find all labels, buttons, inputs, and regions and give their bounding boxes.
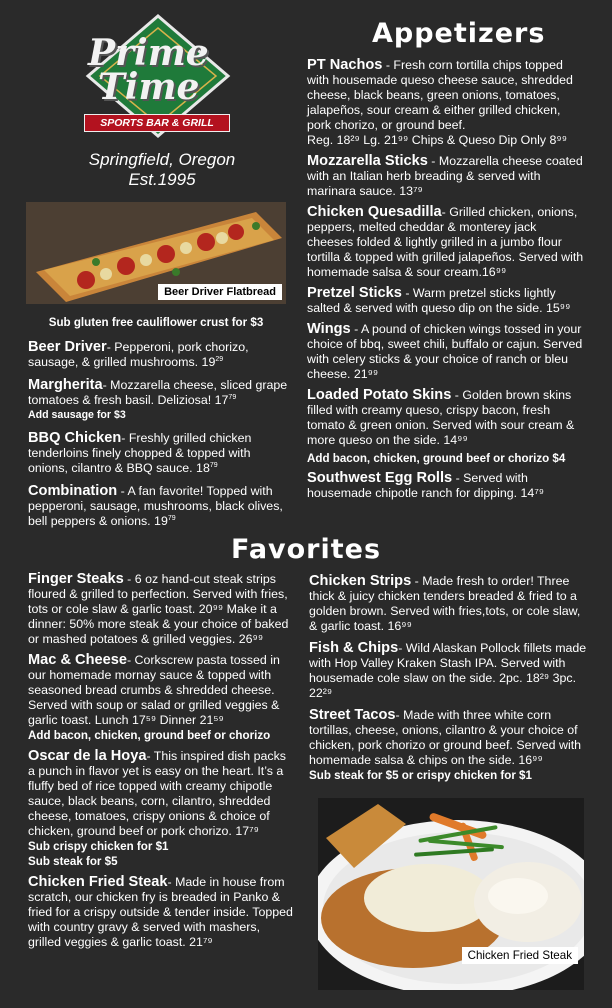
menu-item xyxy=(307,286,585,316)
appetizers-note: Add bacon, chicken, ground beef or chorizo $4 xyxy=(307,452,566,465)
menu-item xyxy=(307,205,585,280)
item-desc: - Freshly grilled chicken tenderloins finely chopped & topped with onions, cilantro & BBQ sauce. 18 xyxy=(28,431,252,475)
item-desc: - Made with three white corn tortillas, cheese, onions, cilantro & your choice of chicken, pork chorizo or ground beef. Served with homemade salsa & chips on the side. 16⁹⁹ xyxy=(309,708,582,767)
item-note: Sub crispy chicken for $1 xyxy=(28,840,169,853)
item-desc: - Fresh corn tortilla chips topped with housemade queso cheese sauce, shredded cheese, black beans, green onions, tomatoes, jalapeños, sour cream & either grilled chicken, pork chorizo, or ground beef. xyxy=(307,58,573,132)
item-name: Southwest Egg Rolls xyxy=(307,470,453,486)
item-desc: - This inspired dish packs a punch in flavor yet is easy on the heart. It’s a fluffy bed of rice topped with creamy chipotle sauce, black beans, corn, cilantro, shredded cheese, tomatoes, crispy onions & choice of chicken, ground beef or pork chorizo. 17⁷⁹ xyxy=(28,749,287,838)
favorites-right-list xyxy=(309,574,587,783)
item-name: Mozzarella Sticks xyxy=(307,153,428,169)
item-name: Combination xyxy=(28,483,118,499)
menu-item xyxy=(28,431,290,476)
item-desc: - Mozzarella cheese, sliced grape tomatoes & fresh basil. Deliziosa! 17 xyxy=(28,378,288,407)
menu-item xyxy=(28,572,294,647)
logo xyxy=(78,14,238,142)
item-desc: - Grilled chicken, onions, peppers, melted cheddar & monterey jack cheeses folded & lightly grilled in a jumbo flour tortilla & topped with grilled jalapeños. Served with homemade salsa & sour cream.16⁹⁹ xyxy=(307,205,584,279)
location-est: Est.1995 xyxy=(128,170,196,189)
menu-item xyxy=(307,322,585,382)
menu-item xyxy=(307,388,585,448)
flatbread-photo xyxy=(26,202,286,304)
logo-time: Time xyxy=(98,66,200,108)
logo-banner: SPORTS BAR & GRILL xyxy=(84,114,230,132)
favorites-title: Favorites xyxy=(230,534,382,565)
menu-item xyxy=(307,154,585,199)
item-name: Loaded Potato Skins xyxy=(307,387,452,403)
item-desc: - Corkscrew pasta tossed in our homemade mornay sauce & topped with seasoned bread crumbs & shredded cheese. Served with soup or salad or grilled veggies & garlic toast. Lunch 17⁵⁹ Dinner 21⁵⁹ xyxy=(28,653,280,727)
item-desc: - Served with housemade chipotle ranch for dipping. 14⁷⁹ xyxy=(307,471,545,500)
menu-item xyxy=(28,340,290,370)
item-note: Add bacon, chicken, ground beef or chorizo xyxy=(28,729,271,742)
item-name: Oscar de la Hoya xyxy=(28,748,147,764)
flatbread-sub-text: Sub gluten free cauliflower crust for $3 xyxy=(48,316,264,329)
item-cents: 79 xyxy=(209,462,218,469)
menu-item xyxy=(28,875,294,950)
chicken-fried-steak-photo xyxy=(318,798,584,990)
item-name: Pretzel Sticks xyxy=(307,285,402,301)
item-note: Sub steak for $5 or crispy chicken for $1 xyxy=(309,769,532,782)
item-desc: - Made in house from scratch, our chicken fry is breaded in Panko & fried for a crispy outside & tender inside. Topped with country gravy & served with mashers, grilled veggies & garlic toast. 21⁷⁹ xyxy=(28,875,293,949)
menu-item xyxy=(28,749,294,869)
item-desc: - A pound of chicken wings tossed in your choice of bbq, sweet chili, buffalo or cajun. Served with celery sticks & your choice of ranch or bleu cheese. 21⁹⁹ xyxy=(307,322,583,381)
item-desc: - Made fresh to order! Three thick & juicy chicken tenders breaded & fried to a golden brown. Served with fries,tots, or cole slaw, & garlic toast. 16⁹⁹ xyxy=(309,574,581,633)
item-name: Chicken Fried Steak xyxy=(28,874,168,890)
item-desc: - A fan favorite! Topped with pepperoni, sausage, mushrooms, black olives, bell peppers & onions. 19 xyxy=(28,484,283,528)
item-name: PT Nachos xyxy=(307,57,383,73)
item-desc: - 6 oz hand-cut steak strips floured & grilled to perfection. Served with fries, tots or cole slaw & garlic toast. 20⁹⁹ Make it a dinner: 50% more steak & your choice of baked or mashed potatoes & grilled veggies. 26⁹⁹ xyxy=(28,572,289,646)
menu-item xyxy=(28,378,290,423)
menu-item xyxy=(28,653,294,743)
menu-item xyxy=(309,574,587,634)
menu-item xyxy=(28,484,290,529)
item-name: Fish & Chips xyxy=(309,640,399,656)
flatbread-list xyxy=(28,340,290,537)
item-name: Beer Driver xyxy=(28,339,107,355)
menu-item xyxy=(309,641,587,701)
item-note: Sub steak for $5 xyxy=(28,855,118,868)
item-desc: - Warm pretzel sticks lightly salted & served with queso dip on the side. 15⁹⁹ xyxy=(307,286,571,315)
menu-item xyxy=(307,471,585,501)
appetizers-list xyxy=(307,58,585,501)
item-name: BBQ Chicken xyxy=(28,430,122,446)
item-name: Margherita xyxy=(28,377,103,393)
item-name: Chicken Strips xyxy=(309,573,412,589)
item-cents: 79 xyxy=(228,394,237,401)
location-city: Springfield, Oregon xyxy=(88,150,236,169)
item-extra: Reg. 18²⁹ Lg. 21⁹⁹ Chips & Queso Dip Only 8⁹⁹ xyxy=(307,133,568,147)
logo-prime: Prime xyxy=(88,32,209,74)
item-desc: - Wild Alaskan Pollock fillets made with Hop Valley Kraken Stash IPA. Served with housemade cole slaw on the side. 2pc. 18²⁹ 3pc. 22²⁹ xyxy=(309,641,587,700)
appetizers-title: Appetizers xyxy=(372,18,546,49)
item-note: Add sausage for $3 xyxy=(28,409,126,421)
item-desc: - Golden brown skins filled with creamy queso, crispy bacon, fresh tomato & green onion. Served with sour cream & more queso on the side. 14⁹⁹ xyxy=(307,388,575,447)
item-name: Wings xyxy=(307,321,351,337)
item-cents: 29 xyxy=(215,356,224,363)
item-name: Street Tacos xyxy=(309,707,396,723)
menu-item xyxy=(307,58,585,148)
menu-item xyxy=(309,708,587,783)
chicken-fried-steak-caption: Chicken Fried Steak xyxy=(462,947,578,964)
item-name: Finger Steaks xyxy=(28,571,124,587)
flatbread-sub-note xyxy=(26,316,286,329)
item-desc: - Mozzarella cheese coated with an Italian herb breading & served with marinara sauce. 13⁷⁹ xyxy=(307,154,583,198)
item-desc: - Pepperoni, pork chorizo, sausage, & grilled mushrooms. 19 xyxy=(28,340,249,369)
flatbread-caption: Beer Driver Flatbread xyxy=(158,284,282,300)
item-cents: 79 xyxy=(167,515,176,522)
item-name: Chicken Quesadilla xyxy=(307,204,442,220)
favorites-left-list xyxy=(28,572,294,950)
item-name: Mac & Cheese xyxy=(28,652,127,668)
